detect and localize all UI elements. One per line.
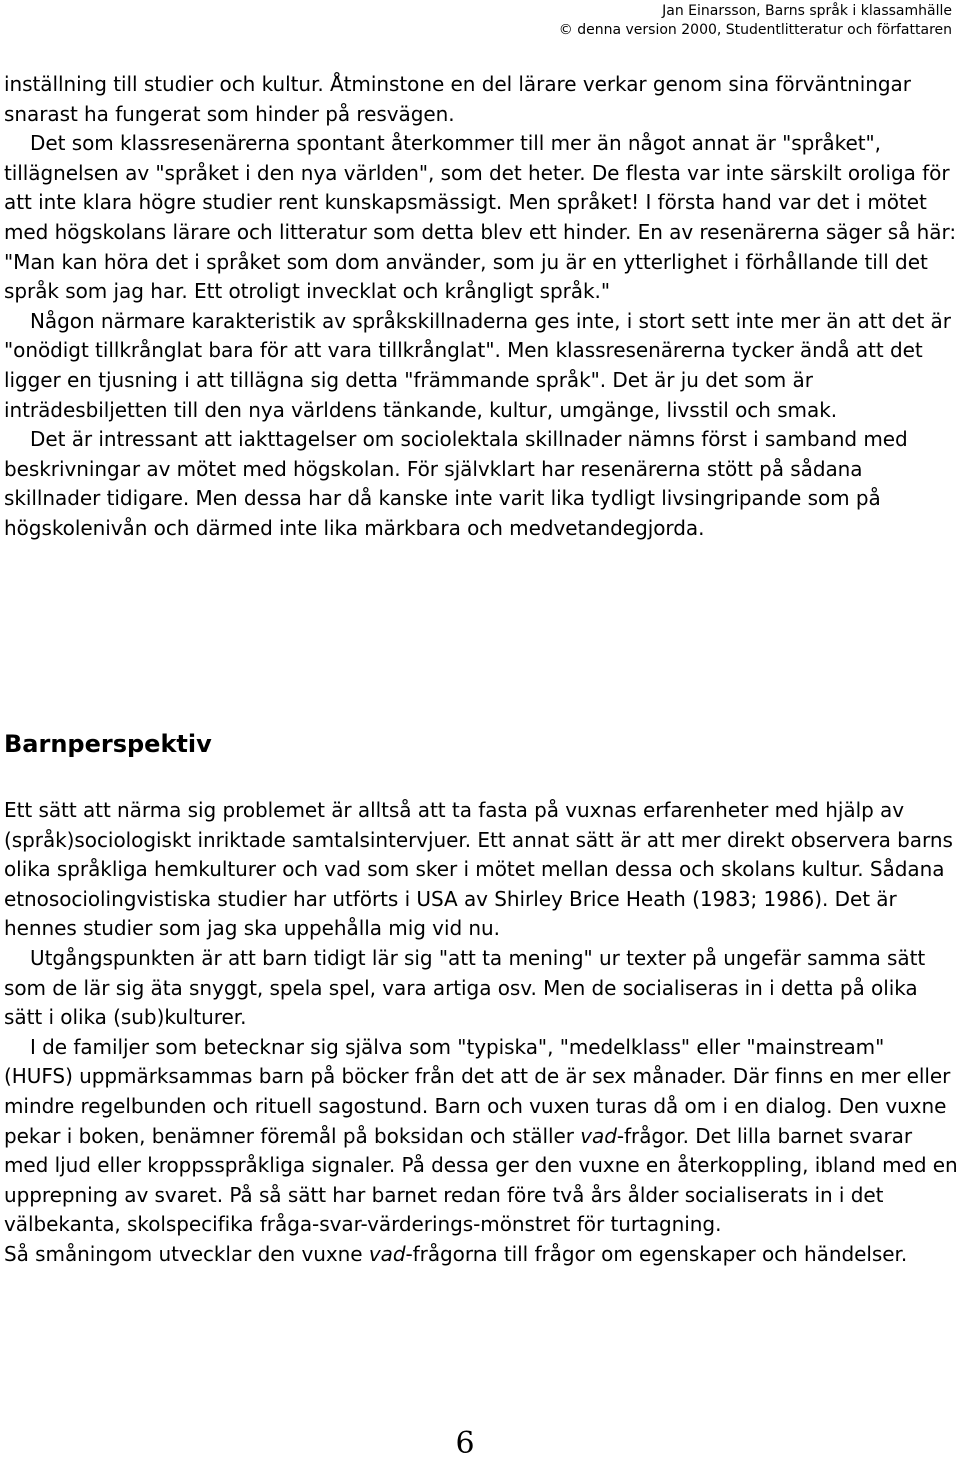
paragraph: Utgångspunkten är att barn tidigt lär sig "att ta mening" ur texter på ungefär samma sätt som de lär sig äta snyggt, spela spel, vara artiga osv. Men de socialiseras in i detta på olika sätt i olika (sub)kulturer. [4,945,926,1030]
header-author-title: Jan Einarsson, Barns språk i klassamhälle [662,3,952,19]
body-section-2 [4,796,958,1270]
paragraph: Det är intressant att iakttagelser om sociolektala skillnader nämns först i samband med beskrivningar av mötet med högskolan. För självklart har resenärerna stött på sådana skillnader tidigare. Men dessa har då kanske inte varit lika tydligt livsingripande som på högskolenivån och därmed inte lika märkbara och medvetandegjorda. [4,427,908,540]
body-section-1 [4,70,958,544]
emphasis: vad [580,1123,617,1148]
paragraph-text: -frågorna till frågor om egenskaper och händelser. [405,1241,908,1266]
paragraph: Ett sätt att närma sig problemet är alltså att ta fasta på vuxnas erfarenheter med hjälp av (språk)sociologiskt inriktade samtalsintervjuer. Ett annat sätt är att mer direkt observera barns olika språkliga hemkulturer och vad som sker i mötet mellan dessa och skolans kultur. Sådana etnosociolingvistiska studier har utförts i USA av Shirley Brice Heath (1983; 1986). Det är hennes studier som jag ska uppehålla mig vid nu. [4,798,953,941]
page-number: 6 [455,1426,475,1461]
paragraph: Det som klassresenärerna spontant återkommer till mer än något annat är "språket", tillägnelsen av "språket i den nya världen", som det heter. De flesta var inte särskilt oroliga för att inte klara högre studier rent kunskapsmässigt. Men språket! I första hand var det i mötet med högskolans lärare och litteratur som detta blev ett hinder. En av resenärerna säger så här: "Man kan höra det i språket som dom använder, som ju är en ytterlighet i förhållande till det språk som jag har. Ett otroligt invecklat och krångligt språk." [4,131,957,304]
section-heading: Barnperspektiv [4,730,212,758]
paragraph-text: -frågor. Det lilla barnet svarar med ljud eller kroppsspråkliga signaler. På dessa ger den vuxne en återkoppling, ibland med en upprepning av svaret. På så sätt har barnet redan före två års ålder socialiserats in i det välbekanta, skolspecifika fråga-svar-värderings-mönstret för turtagning. [4,1123,958,1237]
running-header [252,2,952,40]
paragraph-text: I de familjer som betecknar sig själva som "typiska", "medelklass" eller "mainstream" (HUFS) uppmärksammas barn på böcker från det att de är sex månader. Där finns en mer eller mindre regelbunden och rituell sagostund. Barn och vuxen turas då om i en dialog. Den vuxne pekar i boken, benämner föremål på boksidan och ställer [4,1034,951,1148]
header-copyright: © denna version 2000, Studentlitteratur och författaren [558,22,952,38]
paragraph: inställning till studier och kultur. Åtminstone en del lärare verkar genom sina förväntningar snarast ha fungerat som hinder på resvägen. [4,72,911,126]
paragraph: Någon närmare karakteristik av språkskillnaderna ges inte, i stort sett inte mer än att det är "onödigt tillkrånglat bara för att vara tillkrånglat". Men klassresenärerna tycker ändå att det ligger en tjusning i att tillägna sig detta "främmande språk". Det är ju det som är inträdesbiljetten till den nya världens tänkande, kultur, umgänge, livsstil och smak. [4,308,951,422]
paragraph [4,1033,958,1240]
paragraph-text: Så småningom utvecklar den vuxne [4,1241,369,1266]
paragraph [4,1240,958,1270]
emphasis: vad [368,1241,406,1266]
